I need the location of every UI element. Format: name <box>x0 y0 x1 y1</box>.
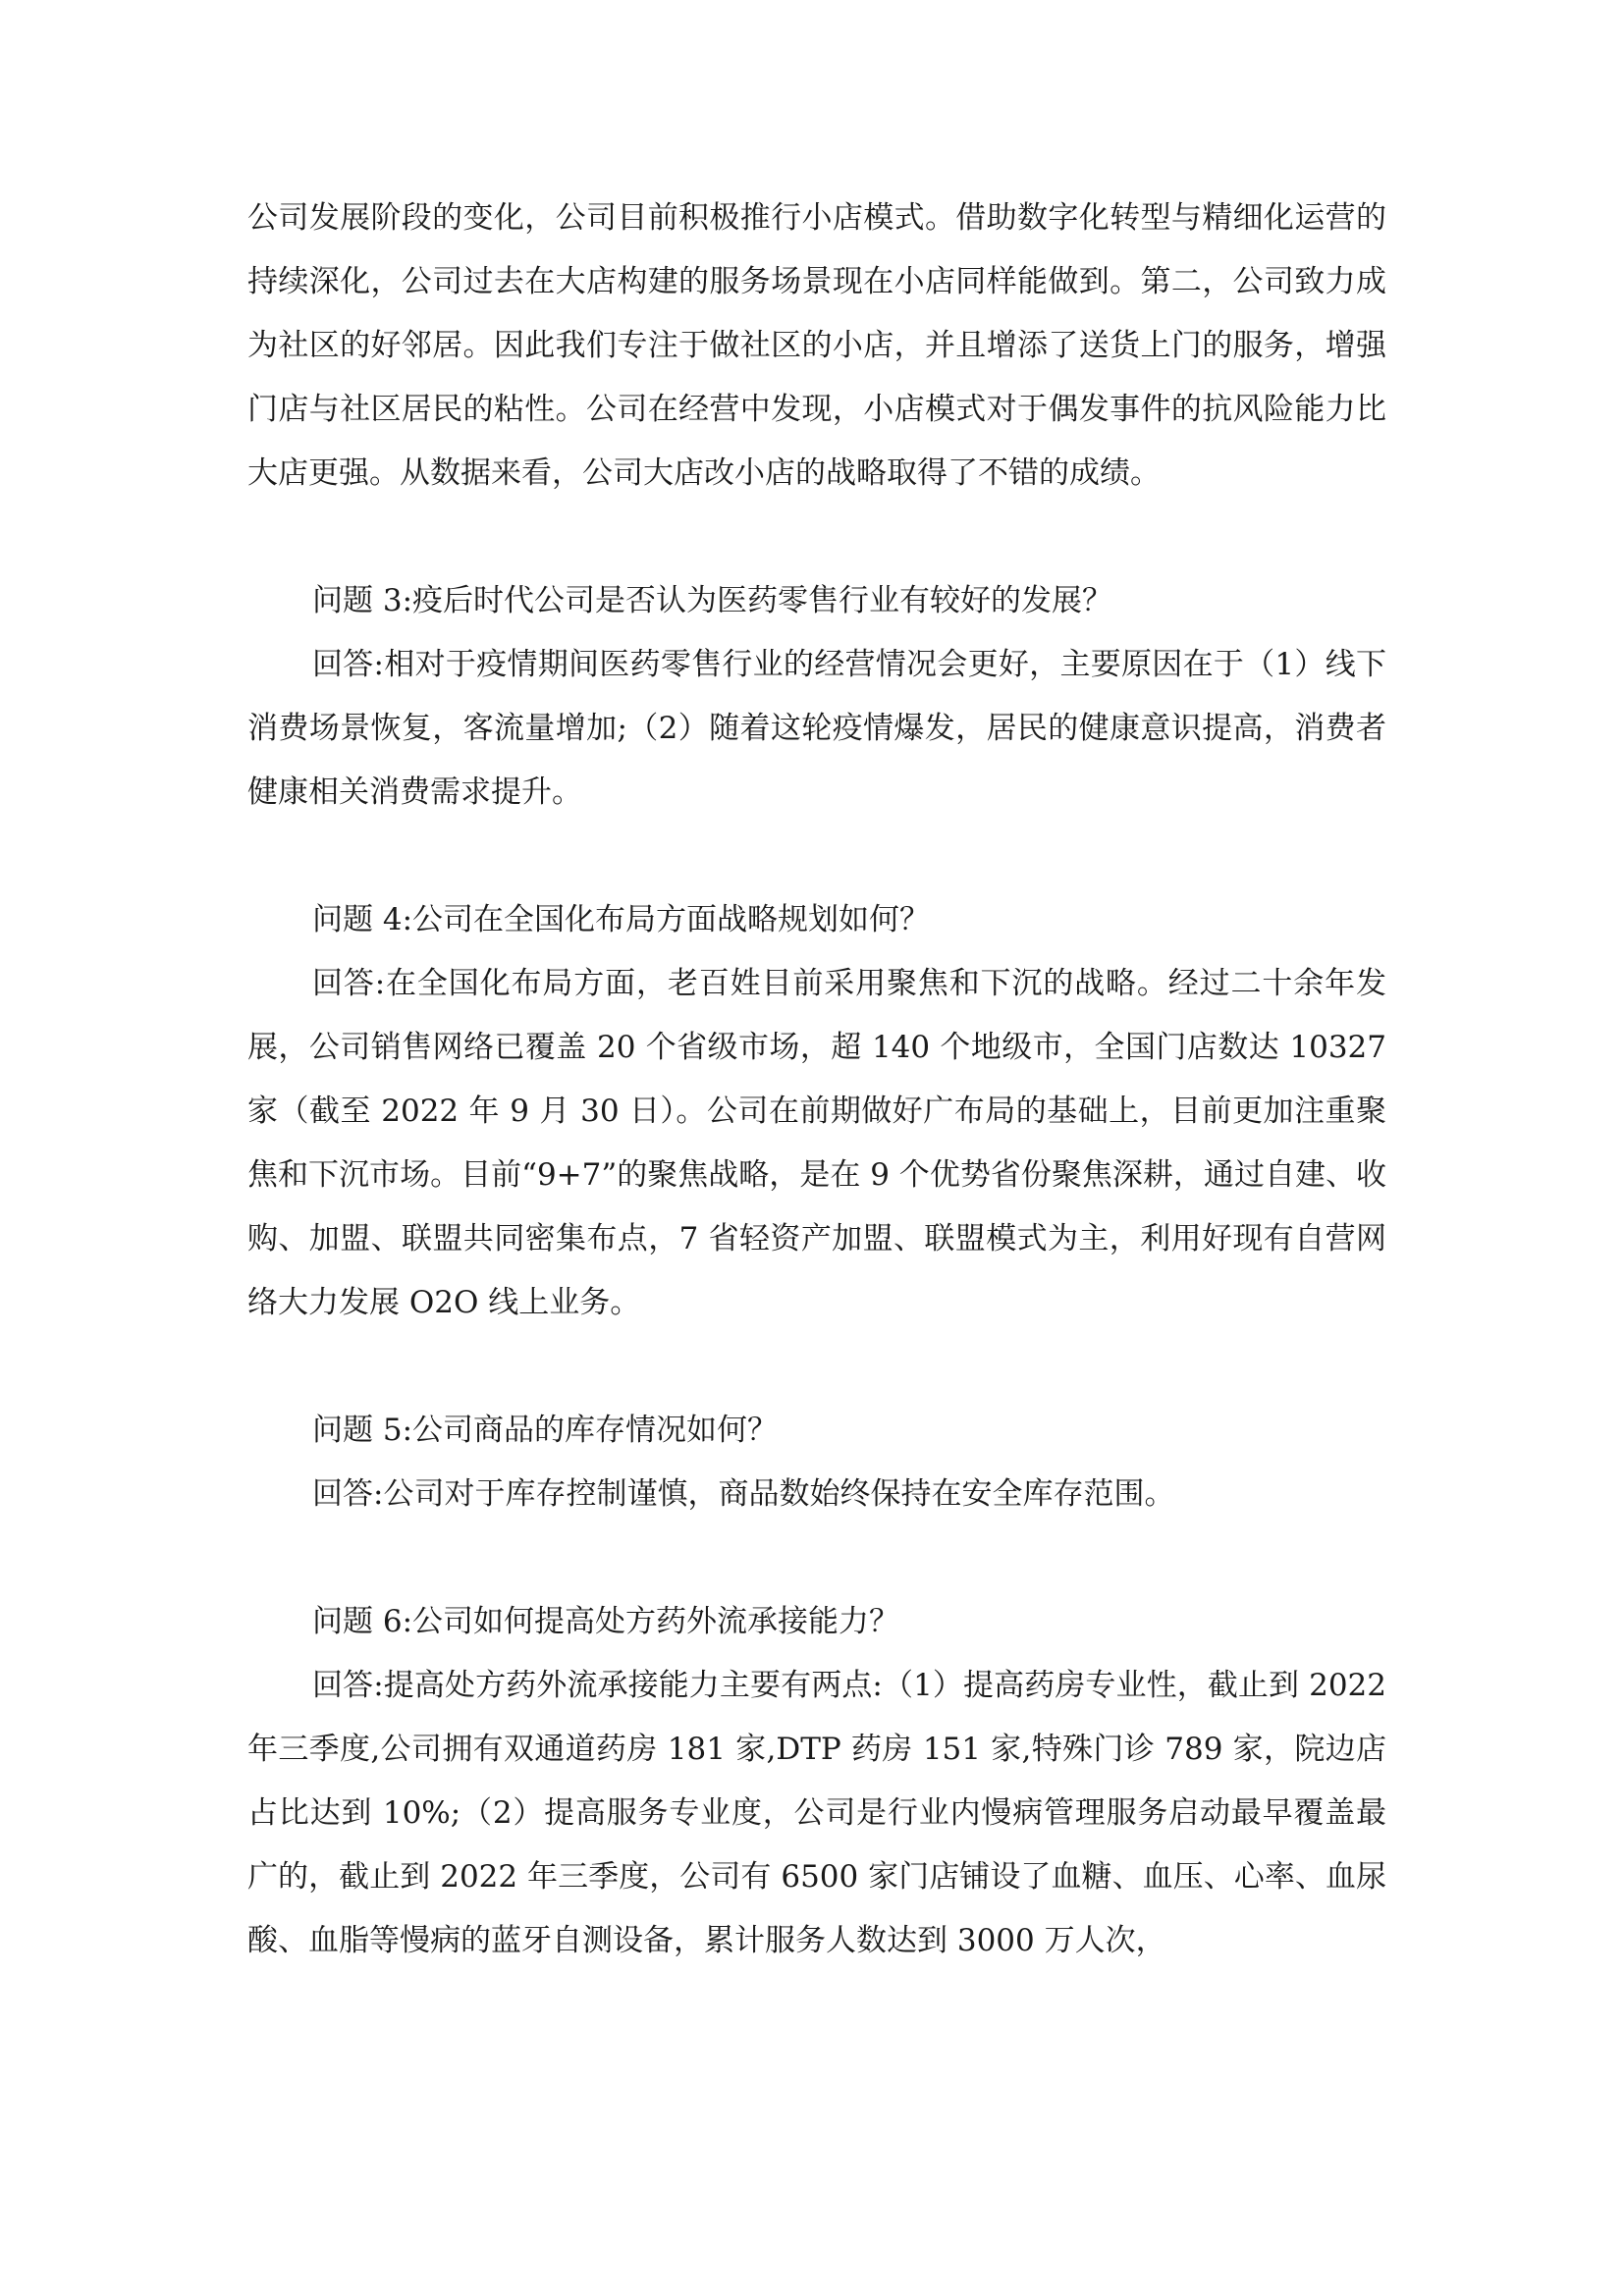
document-page <box>247 187 1386 1973</box>
question-6: 问题 6:公司如何提高处方药外流承接能力？ <box>312 1604 900 1639</box>
qa-block-4 <box>247 888 1386 1335</box>
answer-6: 回答:提高处方药外流承接能力主要有两点:（1）提高药房专业性，截止到 2022 年三季度,公司拥有双通道药房 181 家,DTP 药房 151 家,特殊门诊 789 家，院边店占比达到 10%;（2）提高服务专业度，公司是行业内慢病管理服务启动最早覆盖最广的，截止到 2022 年三季度，公司有 6500 家门店铺设了血糖、血压、心率、血尿酸、血脂等慢病的蓝牙自测设备，累计服务人数达到 3000 万人次， <box>247 1668 1386 1958</box>
question-4: 问题 4:公司在全国化布局方面战略规划如何？ <box>312 902 931 937</box>
intro-paragraph: 公司发展阶段的变化，公司目前积极推行小店模式。借助数字化转型与精细化运营的持续深化，公司过去在大店构建的服务场景现在小店同样能做到。第二，公司致力成为社区的好邻居。因此我们专注于做社区的小店，并且增添了送货上门的服务，增强门店与社区居民的粘性。公司在经营中发现，小店模式对于偶发事件的抗风险能力比大店更强。从数据来看，公司大店改小店的战略取得了不错的成绩。 <box>247 200 1386 491</box>
qa-block-5 <box>247 1399 1386 1526</box>
question-5: 问题 5:公司商品的库存情况如何？ <box>312 1413 779 1448</box>
question-3: 问题 3:疫后时代公司是否认为医药零售行业有较好的发展？ <box>312 583 1113 618</box>
answer-3: 回答:相对于疫情期间医药零售行业的经营情况会更好，主要原因在于（1）线下消费场景恢复，客流量增加;（2）随着这轮疫情爆发，居民的健康意识提高，消费者健康相关消费需求提升。 <box>247 647 1386 810</box>
qa-block-3 <box>247 569 1386 825</box>
qa-block-6 <box>247 1590 1386 1973</box>
answer-4: 回答:在全国化布局方面，老百姓目前采用聚焦和下沉的战略。经过二十余年发展，公司销售网络已覆盖 20 个省级市场，超 140 个地级市，全国门店数达 10327 家（截至 2022 年 9 月 30 日）。公司在前期做好广布局的基础上，目前更加注重聚焦和下沉市场。目前“9+7”的聚焦战略，是在 9 个优势省份聚焦深耕，通过自建、收购、加盟、联盟共同密集布点，7 省轻资产加盟、联盟模式为主，利用好现有自营网络大力发展 O2O 线上业务。 <box>247 966 1386 1320</box>
answer-5: 回答:公司对于库存控制谨慎，商品数始终保持在安全库存范围。 <box>312 1476 1175 1512</box>
